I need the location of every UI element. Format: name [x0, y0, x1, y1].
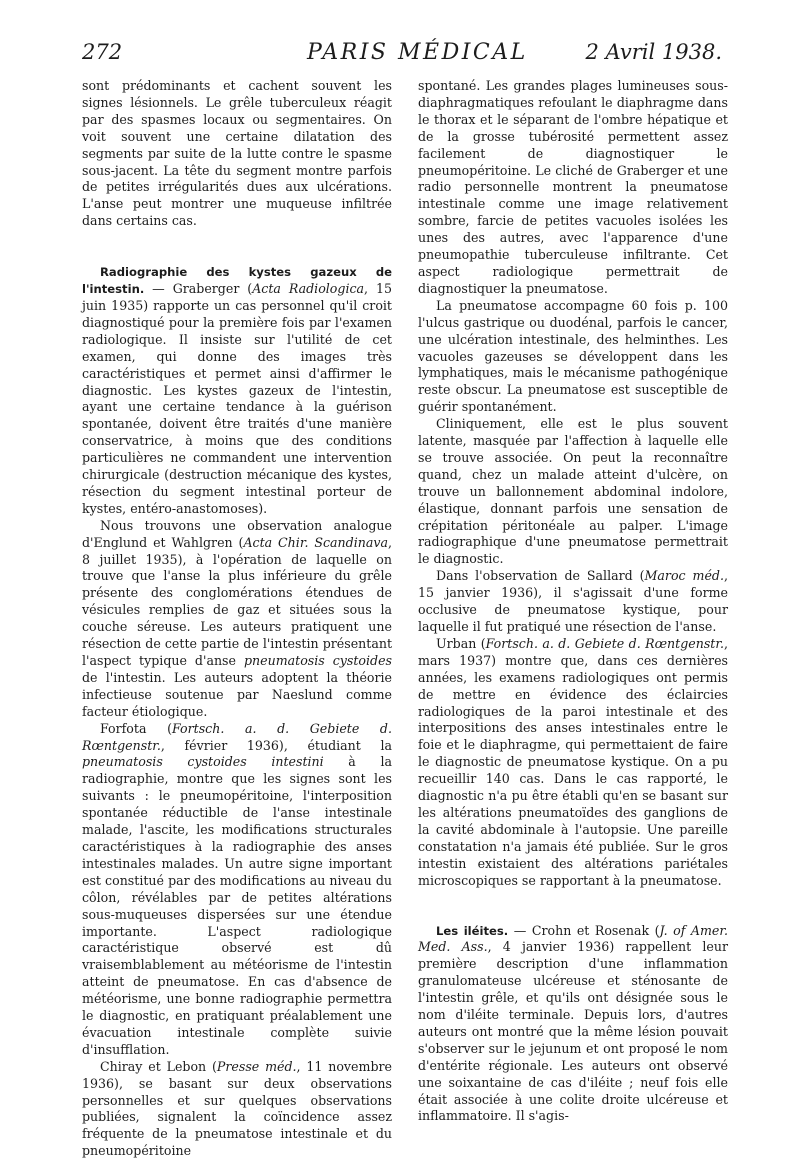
- journal-citation: J. of Amer. Med. Ass.: [418, 922, 728, 955]
- section-heading-kystes: Radiographie des kystes gazeux de l'intestin.: [82, 265, 392, 297]
- paragraph-text: à la radiographie, montre que les signes sont les suivants : le pneumopéritoine, l'interposition spontanée réductible de l'anse intestinale malade, l'ascite, les modifications structurales caractéristiques à la radiographie des anses intestinales malades. Un autre signe important est constitué par des modifications au niveau du côlon, révélables par de petites altérations sous-muqueuses dispersées sur une étendue importante. L'aspect radiologique caractéristique observé est dû vraisemblablement au météorisme de l'intestin atteint de pneumatose. En cas d'absence de météorisme, une bonne radiographie permettra le diagnostic, en pratiquant préalablement une évacuation intestinale complète suivie d'insufflation.: [82, 754, 392, 1057]
- paragraph-ulcus: La pneumatose accompagne 60 fois p. 100 l'ulcus gastrique ou duodénal, parfois le cancer, une ulcération intestinale, des helminthes. Les vacuoles gazeuses se développent dans les lymphatiques, mais le mécanisme pathogénique reste obscur. La pneumatose est susceptible de guérir spontanément.: [418, 297, 728, 415]
- journal-citation: Acta Chir. Scandinava: [243, 534, 388, 550]
- paragraph-text: , 4 janvier 1936) rappellent leur première description d'une inflammation granulomateuse ulcéreuse et sténosante de l'intestin grêle, et qu'ils ont désignée sous le nom d'iléite terminale. Depuis lors, d'autres auteurs ont montré que la même lésion pouvait s'observer sur le jejunum et ont proposé le nom d'entérite régionale. Les auteurs ont observé une soixantaine de cas d'iléite ; neuf fois elle était associée à une colite droite ulcéreuse et inflammatoire. Il s'agis-: [418, 939, 728, 1124]
- paragraph-kystes-gazeux: [82, 264, 392, 518]
- paragraph-pneumoperitoine: spontané. Les grandes plages lumineuses sous-diaphragmatiques refoulant le diaphragme dans le thorax et le séparant de l'ombre hépatique et de la grosse tubérosité permettent assez facilement de diagnostiquer le pneumopéritoine. Le cliché de Graberger et une radio personnelle montrent la pneumatose intestinale comme une image relativement sombre, farcie de petites vacuoles isolées les unes des autres, avec l'apparence d'une pneumopathie tuberculeuse infiltrante. Cet aspect radiologique permettrait de diagnostiquer la pneumatose.: [418, 78, 728, 296]
- paragraph-ileites: [418, 923, 728, 1126]
- paragraph-text: Chiray et Lebon (: [100, 1058, 217, 1074]
- journal-title: PARIS MÉDICAL: [307, 40, 528, 65]
- paragraph-sallard: [418, 568, 728, 636]
- paragraph-text: , mars 1937) montre que, dans ces dernières années, les examens radiologiques ont permis de mettre en évidence des éclaircies radiologiques de la paroi intestinale et des interpositions des anses intestinales entre le foie et le diaphragme, qui permettaient de faire le diagnostic de pneumatose kystique. On a pu recueillir 140 cas. Dans le cas rapporté, le diagnostic n'a pu être établi qu'en se basant sur les altérations pneumatoïdes des ganglions de la cavité abdominale à l'autopsie. Une pareille constatation n'a jamais été publiée. Sur le gros intestin existaient des altérations pariétales microscopiques se rapportant à la pneumatose.: [418, 635, 729, 888]
- paragraph-cliniquement: Cliniquement, elle est le plus souvent latente, masquée par l'affection à laquelle elle se trouve associée. On peut la reconnaître quand, chez un malade atteint d'ulcère, on trouve un ballonnement abdominal indolore, élastique, donnant parfois une sensation de crépitation péritonéale au palper. L'image radiographique d'une pneumatose permettrait le diagnostic.: [418, 416, 728, 567]
- paragraph-chiray: [82, 1059, 392, 1160]
- latin-term: pneumatosis cystoides: [243, 653, 392, 668]
- dash: —: [144, 281, 173, 297]
- paragraph-englund: [82, 518, 392, 721]
- page-number: 272: [82, 40, 123, 64]
- left-column: [82, 78, 392, 1160]
- paragraph-text: , février 1936), étudiant la: [160, 737, 392, 753]
- citation-author: Graberger (: [172, 281, 253, 297]
- latin-term: pneumatosis cystoides intestini: [82, 754, 324, 770]
- paragraph-text: Nous trouvons une observation analogue d'Englund et Wahlgren (: [82, 517, 392, 550]
- journal-citation: Fortsch. a. d. Gebiete d. Rœntgenstr.: [82, 720, 392, 753]
- journal-citation: Fortsch. a. d. Gebiete d. Rœntgenstr.: [485, 635, 724, 651]
- journal-citation: Presse méd.: [216, 1058, 297, 1074]
- paragraph-text: Dans l'observation de Sallard (: [436, 568, 645, 584]
- paragraph-text: Urban (: [436, 635, 486, 651]
- paragraph-text: , 15 janvier 1936), il s'agissait d'une forme occlusive de pneumatose kystique, pour laquelle il fut pratiqué une résection de l'anse.: [418, 568, 728, 634]
- right-column: [418, 78, 728, 1125]
- paragraph-text: , 8 juillet 1935), à l'opération de laquelle on trouve que l'anse la plus inférieure du grêle présente des conglomérations étendues de vésicules remplies de gaz et situées sous la couche séreuse. Les auteurs pratiquent une résection de cette partie de l'intestin présentant l'aspect typique d'anse: [82, 534, 392, 668]
- issue-date: 2 Avril 1938.: [585, 40, 722, 64]
- section-heading-ileites: Les iléites.: [436, 923, 509, 938]
- journal-citation: Maroc méd.: [644, 568, 724, 584]
- paragraph-text: Crohn et Rosenak (: [531, 922, 660, 938]
- running-header: [82, 40, 722, 74]
- journal-citation: Acta Radiologica: [252, 281, 365, 297]
- paragraph-tuberculous-grele: sont prédominants et cachent souvent les signes lésionnels. Le grêle tuberculeux réagit par des spasmes locaux ou segmentaires. On voit souvent une certaine dilatation des segments par suite de la lutte contre le spasme sous-jacent. La tête du segment montre parfois de petites irrégularités dues aux ulcérations. L'anse peut montrer une muqueuse infiltrée dans certains cas.: [82, 78, 392, 229]
- paragraph-text: Forfota (: [100, 720, 172, 736]
- dash: —: [508, 922, 532, 938]
- paragraph-text: , 11 novembre 1936), se basant sur deux observations personnelles et sur quelques observations publiées, signalent la coïncidence assez fréquente de la pneumatose intestinale et du pneumopéritoine: [82, 1058, 392, 1159]
- paragraph-text: , 15 juin 1935) rapporte un cas personnel qu'il croit diagnostiqué pour la première fois par l'examen radiologique. Il insiste sur l'utilité de cet examen, qui donne des images très caractéristiques et permet ainsi d'affirmer le diagnostic. Les kystes gazeux de l'intestin, ayant une certaine tendance à la guérison spontanée, doivent être traités d'une manière conservatrice, à moins que des conditions particulières ne commandent une intervention chirurgicale (destruction mécanique des kystes, résection du segment intestinal porteur de kystes, entéro-anastomoses).: [82, 281, 392, 516]
- paragraph-text: de l'intestin. Les auteurs adoptent la théorie infectieuse soutenue par Naeslund comme facteur étiologique.: [82, 669, 392, 719]
- paragraph-urban: [418, 636, 728, 890]
- paragraph-forfota: [82, 721, 392, 1059]
